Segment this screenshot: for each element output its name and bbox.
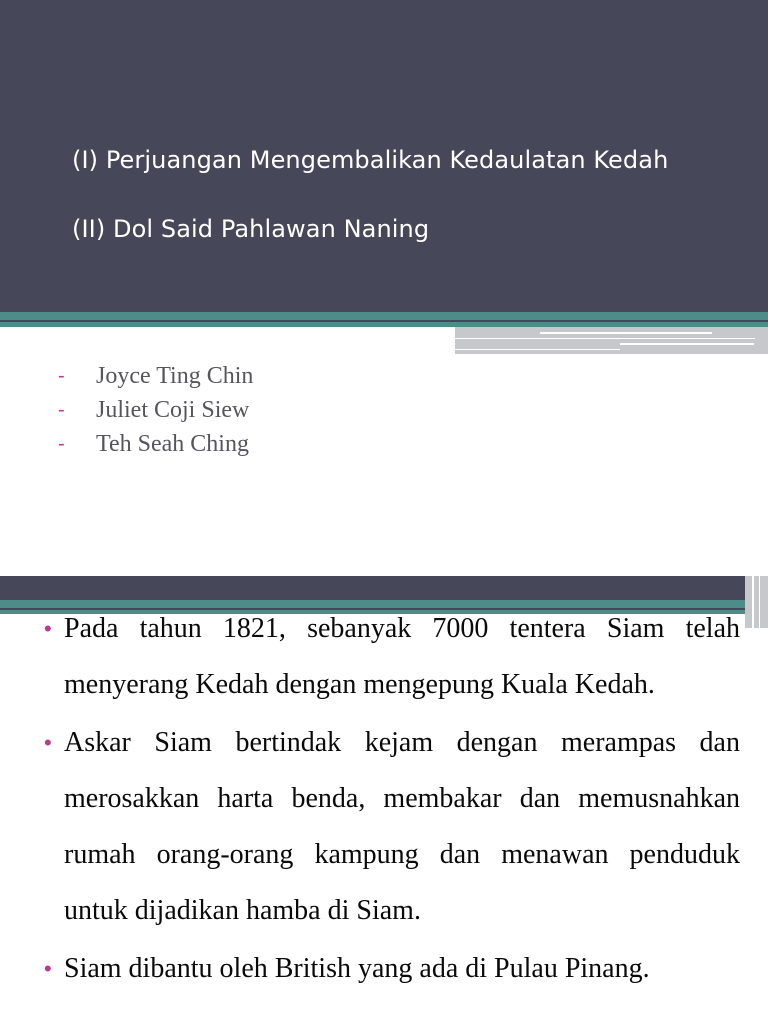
content-accent-line-1	[752, 576, 754, 628]
author-name: Juliet Coji Siew	[96, 396, 250, 423]
content-accent-line-2	[759, 576, 760, 628]
bullet-item	[44, 941, 740, 997]
author-list	[58, 359, 253, 461]
bullet-marker: •	[44, 616, 52, 641]
bullet-item	[44, 601, 740, 713]
accent-line-white-4	[455, 349, 620, 350]
content-slide	[0, 576, 768, 1024]
content-header-band	[0, 576, 768, 600]
slide-title-line-1: (I) Perjuangan Mengembalikan Kedaulatan Kedah	[72, 146, 669, 174]
accent-line-white-3	[620, 343, 754, 345]
author-item	[58, 393, 253, 427]
accent-line-white-1	[540, 332, 712, 334]
bullet-text: Pada tahun 1821, sebanyak 7000 tentera Siam telah menyerang Kedah dengan mengepung Kuala Kedah.	[64, 613, 740, 700]
bullet-marker: •	[44, 956, 52, 981]
dash-marker: -	[58, 398, 65, 421]
author-name: Teh Seah Ching	[96, 430, 249, 457]
title-header-band	[0, 0, 768, 312]
dash-marker: -	[58, 432, 65, 455]
bullet-item	[44, 715, 740, 939]
accent-line-white-2	[455, 338, 755, 339]
author-item	[58, 427, 253, 461]
slide-title-line-2: (II) Dol Said Pahlawan Naning	[72, 215, 430, 243]
dash-marker: -	[58, 364, 65, 387]
content-accent-grey	[745, 576, 768, 628]
bullet-text: Askar Siam bertindak kejam dengan merampas dan merosakkan harta benda, membakar dan memusnahkan rumah orang-orang kampung dan menawan penduduk untuk dijadikan hamba di Siam.	[64, 727, 740, 926]
author-name: Joyce Ting Chin	[96, 362, 254, 389]
bullet-list	[44, 613, 740, 999]
bullet-text: Siam dibantu oleh British yang ada di Pulau Pinang.	[64, 953, 650, 984]
accent-stripe-teal	[0, 312, 768, 320]
bullet-marker: •	[44, 730, 52, 755]
author-item	[58, 359, 253, 393]
